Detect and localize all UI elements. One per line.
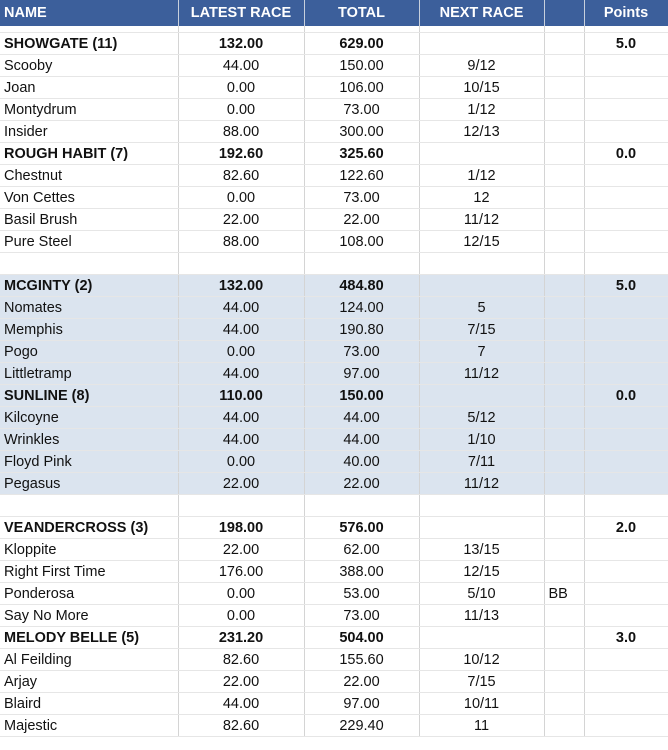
horse-name-cell[interactable]: Al Feilding — [0, 649, 178, 671]
horse-extra-cell[interactable] — [544, 671, 584, 693]
horse-latest-cell[interactable]: 0.00 — [178, 451, 304, 473]
horse-points-cell[interactable] — [584, 231, 668, 253]
horse-points-cell[interactable] — [584, 165, 668, 187]
horse-total-cell[interactable]: 73.00 — [304, 187, 419, 209]
horse-extra-cell[interactable] — [544, 451, 584, 473]
horse-latest-cell[interactable]: 44.00 — [178, 319, 304, 341]
team-next-cell[interactable] — [419, 385, 544, 407]
horse-next-cell[interactable]: 12/15 — [419, 561, 544, 583]
horse-points-cell[interactable] — [584, 407, 668, 429]
horse-next-cell[interactable]: 12/15 — [419, 231, 544, 253]
team-next-cell[interactable] — [419, 517, 544, 539]
horse-points-cell[interactable] — [584, 605, 668, 627]
horse-extra-cell[interactable] — [544, 99, 584, 121]
horse-row — [0, 649, 668, 671]
horse-next-cell[interactable]: 7/15 — [419, 671, 544, 693]
horse-points-cell[interactable] — [584, 473, 668, 495]
team-points-cell[interactable]: 5.0 — [584, 33, 668, 55]
horse-points-cell[interactable] — [584, 319, 668, 341]
horse-name-cell[interactable]: Right First Time — [0, 561, 178, 583]
horse-next-cell[interactable]: 7/11 — [419, 451, 544, 473]
horse-next-cell[interactable]: 1/10 — [419, 429, 544, 451]
horse-row — [0, 319, 668, 341]
horse-next-cell[interactable]: 11/13 — [419, 605, 544, 627]
team-total-cell[interactable]: 576.00 — [304, 517, 419, 539]
horse-points-cell[interactable] — [584, 583, 668, 605]
empty-cell[interactable] — [419, 495, 544, 517]
horse-points-cell[interactable] — [584, 693, 668, 715]
horse-name-cell[interactable]: Say No More — [0, 605, 178, 627]
horse-total-cell[interactable]: 124.00 — [304, 297, 419, 319]
horse-name-cell[interactable]: Pure Steel — [0, 231, 178, 253]
team-extra-cell[interactable] — [544, 385, 584, 407]
horse-next-cell[interactable]: 7/15 — [419, 319, 544, 341]
team-points-cell[interactable]: 3.0 — [584, 627, 668, 649]
horse-points-cell[interactable] — [584, 429, 668, 451]
team-total-cell[interactable]: 629.00 — [304, 33, 419, 55]
team-total-cell[interactable]: 504.00 — [304, 627, 419, 649]
horse-latest-cell[interactable]: 0.00 — [178, 187, 304, 209]
horse-latest-cell[interactable]: 44.00 — [178, 297, 304, 319]
horse-points-cell[interactable] — [584, 715, 668, 737]
horse-name-cell[interactable]: Pogo — [0, 341, 178, 363]
team-extra-cell[interactable] — [544, 517, 584, 539]
horse-extra-cell[interactable] — [544, 231, 584, 253]
team-latest-cell[interactable]: 132.00 — [178, 33, 304, 55]
horse-latest-cell[interactable]: 0.00 — [178, 341, 304, 363]
horse-latest-cell[interactable]: 44.00 — [178, 693, 304, 715]
horse-points-cell[interactable] — [584, 187, 668, 209]
horse-row — [0, 187, 668, 209]
horse-latest-cell[interactable]: 0.00 — [178, 605, 304, 627]
horse-next-cell[interactable]: 11/12 — [419, 363, 544, 385]
horse-row — [0, 99, 668, 121]
horse-name-cell[interactable]: Arjay — [0, 671, 178, 693]
empty-cell[interactable] — [419, 253, 544, 275]
horse-latest-cell[interactable]: 0.00 — [178, 99, 304, 121]
horse-points-cell[interactable] — [584, 363, 668, 385]
horse-next-cell[interactable]: 5 — [419, 297, 544, 319]
horse-row — [0, 561, 668, 583]
horse-total-cell[interactable]: 97.00 — [304, 363, 419, 385]
horse-name-cell[interactable]: Scooby — [0, 55, 178, 77]
team-name-cell[interactable]: VEANDERCROSS (3) — [0, 517, 178, 539]
horse-points-cell[interactable] — [584, 209, 668, 231]
horse-latest-cell[interactable]: 88.00 — [178, 121, 304, 143]
horse-latest-cell[interactable]: 82.60 — [178, 649, 304, 671]
horse-total-cell[interactable]: 22.00 — [304, 671, 419, 693]
team-next-cell[interactable] — [419, 143, 544, 165]
horse-row — [0, 55, 668, 77]
horse-latest-cell[interactable]: 22.00 — [178, 539, 304, 561]
horse-next-cell[interactable]: 12 — [419, 187, 544, 209]
horse-row — [0, 539, 668, 561]
horse-latest-cell[interactable]: 44.00 — [178, 407, 304, 429]
horse-extra-cell[interactable] — [544, 407, 584, 429]
horse-total-cell[interactable]: 300.00 — [304, 121, 419, 143]
horse-name-cell[interactable]: Basil Brush — [0, 209, 178, 231]
horse-next-cell[interactable]: 5/10 — [419, 583, 544, 605]
horse-row — [0, 715, 668, 737]
horse-extra-cell[interactable] — [544, 429, 584, 451]
team-extra-cell[interactable] — [544, 33, 584, 55]
horse-extra-cell[interactable] — [544, 561, 584, 583]
horse-row — [0, 341, 668, 363]
horse-row — [0, 297, 668, 319]
horse-total-cell[interactable]: 229.40 — [304, 715, 419, 737]
horse-points-cell[interactable] — [584, 121, 668, 143]
horse-total-cell[interactable]: 44.00 — [304, 429, 419, 451]
horse-extra-cell[interactable] — [544, 187, 584, 209]
empty-cell[interactable] — [0, 253, 178, 275]
horse-next-cell[interactable]: 7 — [419, 341, 544, 363]
horse-next-cell[interactable]: 1/12 — [419, 99, 544, 121]
header-row — [0, 0, 668, 26]
horse-points-cell[interactable] — [584, 671, 668, 693]
team-row — [0, 627, 668, 649]
empty-cell[interactable] — [304, 495, 419, 517]
horse-points-cell[interactable] — [584, 539, 668, 561]
horse-total-cell[interactable]: 22.00 — [304, 209, 419, 231]
horse-name-cell[interactable]: Kloppite — [0, 539, 178, 561]
horse-points-cell[interactable] — [584, 77, 668, 99]
horse-next-cell[interactable]: 10/12 — [419, 649, 544, 671]
horse-row — [0, 165, 668, 187]
horse-extra-cell[interactable] — [544, 297, 584, 319]
team-extra-cell[interactable] — [544, 275, 584, 297]
horse-name-cell[interactable]: Joan — [0, 77, 178, 99]
horse-total-cell[interactable]: 40.00 — [304, 451, 419, 473]
horse-points-cell[interactable] — [584, 99, 668, 121]
horse-extra-cell[interactable] — [544, 473, 584, 495]
team-latest-cell[interactable]: 132.00 — [178, 275, 304, 297]
team-row — [0, 33, 668, 55]
team-row — [0, 517, 668, 539]
horse-latest-cell[interactable]: 82.60 — [178, 715, 304, 737]
horse-extra-cell[interactable] — [544, 649, 584, 671]
team-total-cell[interactable]: 150.00 — [304, 385, 419, 407]
horse-next-cell[interactable]: 11/12 — [419, 209, 544, 231]
horse-points-cell[interactable] — [584, 55, 668, 77]
horse-total-cell[interactable]: 73.00 — [304, 99, 419, 121]
team-points-cell[interactable]: 2.0 — [584, 517, 668, 539]
horse-total-cell[interactable]: 62.00 — [304, 539, 419, 561]
col-header-points[interactable]: Points — [584, 0, 668, 26]
horse-total-cell[interactable]: 155.60 — [304, 649, 419, 671]
empty-cell[interactable] — [178, 253, 304, 275]
horse-extra-cell[interactable] — [544, 121, 584, 143]
horse-extra-cell[interactable] — [544, 209, 584, 231]
horse-total-cell[interactable]: 97.00 — [304, 693, 419, 715]
horse-extra-cell[interactable] — [544, 341, 584, 363]
horse-next-cell[interactable]: 9/12 — [419, 55, 544, 77]
horse-name-cell[interactable]: Chestnut — [0, 165, 178, 187]
horse-latest-cell[interactable]: 22.00 — [178, 209, 304, 231]
horse-latest-cell[interactable]: 0.00 — [178, 77, 304, 99]
team-extra-cell[interactable] — [544, 627, 584, 649]
horse-points-cell[interactable] — [584, 649, 668, 671]
empty-cell[interactable] — [544, 253, 584, 275]
team-latest-cell[interactable]: 110.00 — [178, 385, 304, 407]
team-latest-cell[interactable]: 192.60 — [178, 143, 304, 165]
horse-next-cell[interactable]: 10/15 — [419, 77, 544, 99]
horse-next-cell[interactable]: 5/12 — [419, 407, 544, 429]
team-total-cell[interactable]: 484.80 — [304, 275, 419, 297]
horse-name-cell[interactable]: Littletramp — [0, 363, 178, 385]
horse-extra-cell[interactable] — [544, 693, 584, 715]
horse-name-cell[interactable]: Memphis — [0, 319, 178, 341]
empty-cell[interactable] — [0, 495, 178, 517]
horse-row — [0, 231, 668, 253]
horse-row — [0, 693, 668, 715]
horse-latest-cell[interactable]: 176.00 — [178, 561, 304, 583]
horse-name-cell[interactable]: Nomates — [0, 297, 178, 319]
team-points-cell[interactable]: 0.0 — [584, 385, 668, 407]
horse-latest-cell[interactable]: 22.00 — [178, 671, 304, 693]
team-row — [0, 385, 668, 407]
horse-latest-cell[interactable]: 0.00 — [178, 583, 304, 605]
horse-total-cell[interactable]: 73.00 — [304, 341, 419, 363]
horse-total-cell[interactable]: 73.00 — [304, 605, 419, 627]
team-name-cell[interactable]: SHOWGATE (11) — [0, 33, 178, 55]
horse-extra-cell[interactable] — [544, 715, 584, 737]
horse-name-cell[interactable]: Von Cettes — [0, 187, 178, 209]
horse-row — [0, 671, 668, 693]
horse-name-cell[interactable]: Floyd Pink — [0, 451, 178, 473]
horse-name-cell[interactable]: Majestic — [0, 715, 178, 737]
horse-next-cell[interactable]: 13/15 — [419, 539, 544, 561]
horse-extra-cell[interactable] — [544, 363, 584, 385]
team-row — [0, 143, 668, 165]
empty-cell[interactable] — [584, 253, 668, 275]
horse-latest-cell[interactable]: 82.60 — [178, 165, 304, 187]
horse-row — [0, 451, 668, 473]
horse-name-cell[interactable]: Blaird — [0, 693, 178, 715]
horse-extra-cell[interactable] — [544, 319, 584, 341]
team-name-cell[interactable]: MCGINTY (2) — [0, 275, 178, 297]
horse-total-cell[interactable]: 190.80 — [304, 319, 419, 341]
horse-row — [0, 473, 668, 495]
team-name-cell[interactable]: ROUGH HABIT (7) — [0, 143, 178, 165]
blank-row — [0, 253, 668, 275]
horse-extra-cell[interactable] — [544, 55, 584, 77]
horse-name-cell[interactable]: Ponderosa — [0, 583, 178, 605]
horse-extra-cell[interactable] — [544, 77, 584, 99]
team-latest-cell[interactable]: 198.00 — [178, 517, 304, 539]
horse-total-cell[interactable]: 106.00 — [304, 77, 419, 99]
horse-next-cell[interactable]: 11 — [419, 715, 544, 737]
horse-next-cell[interactable]: 1/12 — [419, 165, 544, 187]
team-next-cell[interactable] — [419, 275, 544, 297]
horse-latest-cell[interactable]: 44.00 — [178, 363, 304, 385]
team-name-cell[interactable]: MELODY BELLE (5) — [0, 627, 178, 649]
horse-extra-cell[interactable] — [544, 539, 584, 561]
team-next-cell[interactable] — [419, 627, 544, 649]
team-points-cell[interactable]: 0.0 — [584, 143, 668, 165]
team-row — [0, 275, 668, 297]
horse-points-cell[interactable] — [584, 451, 668, 473]
horse-row — [0, 583, 668, 605]
horse-row — [0, 363, 668, 385]
horse-row — [0, 429, 668, 451]
horse-extra-cell[interactable] — [544, 605, 584, 627]
horse-total-cell[interactable]: 53.00 — [304, 583, 419, 605]
horse-total-cell[interactable]: 388.00 — [304, 561, 419, 583]
horse-latest-cell[interactable]: 44.00 — [178, 55, 304, 77]
horse-points-cell[interactable] — [584, 341, 668, 363]
empty-cell[interactable] — [544, 495, 584, 517]
col-header-name[interactable]: NAME — [0, 0, 178, 26]
horse-row — [0, 605, 668, 627]
blank-row — [0, 495, 668, 517]
team-extra-cell[interactable] — [544, 143, 584, 165]
horse-total-cell[interactable]: 44.00 — [304, 407, 419, 429]
horse-name-cell[interactable]: Insider — [0, 121, 178, 143]
col-header-latest-race[interactable]: LATEST RACE — [178, 0, 304, 26]
team-latest-cell[interactable]: 231.20 — [178, 627, 304, 649]
empty-cell[interactable] — [584, 495, 668, 517]
empty-cell[interactable] — [178, 495, 304, 517]
horse-next-cell[interactable]: 11/12 — [419, 473, 544, 495]
horse-latest-cell[interactable]: 22.00 — [178, 473, 304, 495]
horse-name-cell[interactable]: Kilcoyne — [0, 407, 178, 429]
team-name-cell[interactable]: SUNLINE (8) — [0, 385, 178, 407]
horse-points-cell[interactable] — [584, 297, 668, 319]
col-header-extra[interactable] — [544, 0, 584, 26]
horse-latest-cell[interactable]: 88.00 — [178, 231, 304, 253]
empty-cell[interactable] — [304, 253, 419, 275]
table-body — [0, 26, 668, 737]
horse-extra-cell[interactable] — [544, 165, 584, 187]
horse-row — [0, 209, 668, 231]
team-next-cell[interactable] — [419, 33, 544, 55]
horse-next-cell[interactable]: 12/13 — [419, 121, 544, 143]
horse-total-cell[interactable]: 22.00 — [304, 473, 419, 495]
horse-extra-cell[interactable]: BB — [544, 583, 584, 605]
horse-points-cell[interactable] — [584, 561, 668, 583]
horse-name-cell[interactable]: Pegasus — [0, 473, 178, 495]
team-total-cell[interactable]: 325.60 — [304, 143, 419, 165]
horse-latest-cell[interactable]: 44.00 — [178, 429, 304, 451]
horse-name-cell[interactable]: Montydrum — [0, 99, 178, 121]
horse-row — [0, 121, 668, 143]
horse-total-cell[interactable]: 122.60 — [304, 165, 419, 187]
horse-row — [0, 407, 668, 429]
team-points-cell[interactable]: 5.0 — [584, 275, 668, 297]
col-header-total[interactable]: TOTAL — [304, 0, 419, 26]
horse-name-cell[interactable]: Wrinkles — [0, 429, 178, 451]
horse-next-cell[interactable]: 10/11 — [419, 693, 544, 715]
col-header-next-race[interactable]: NEXT RACE — [419, 0, 544, 26]
horse-total-cell[interactable]: 150.00 — [304, 55, 419, 77]
horse-row — [0, 77, 668, 99]
horse-total-cell[interactable]: 108.00 — [304, 231, 419, 253]
